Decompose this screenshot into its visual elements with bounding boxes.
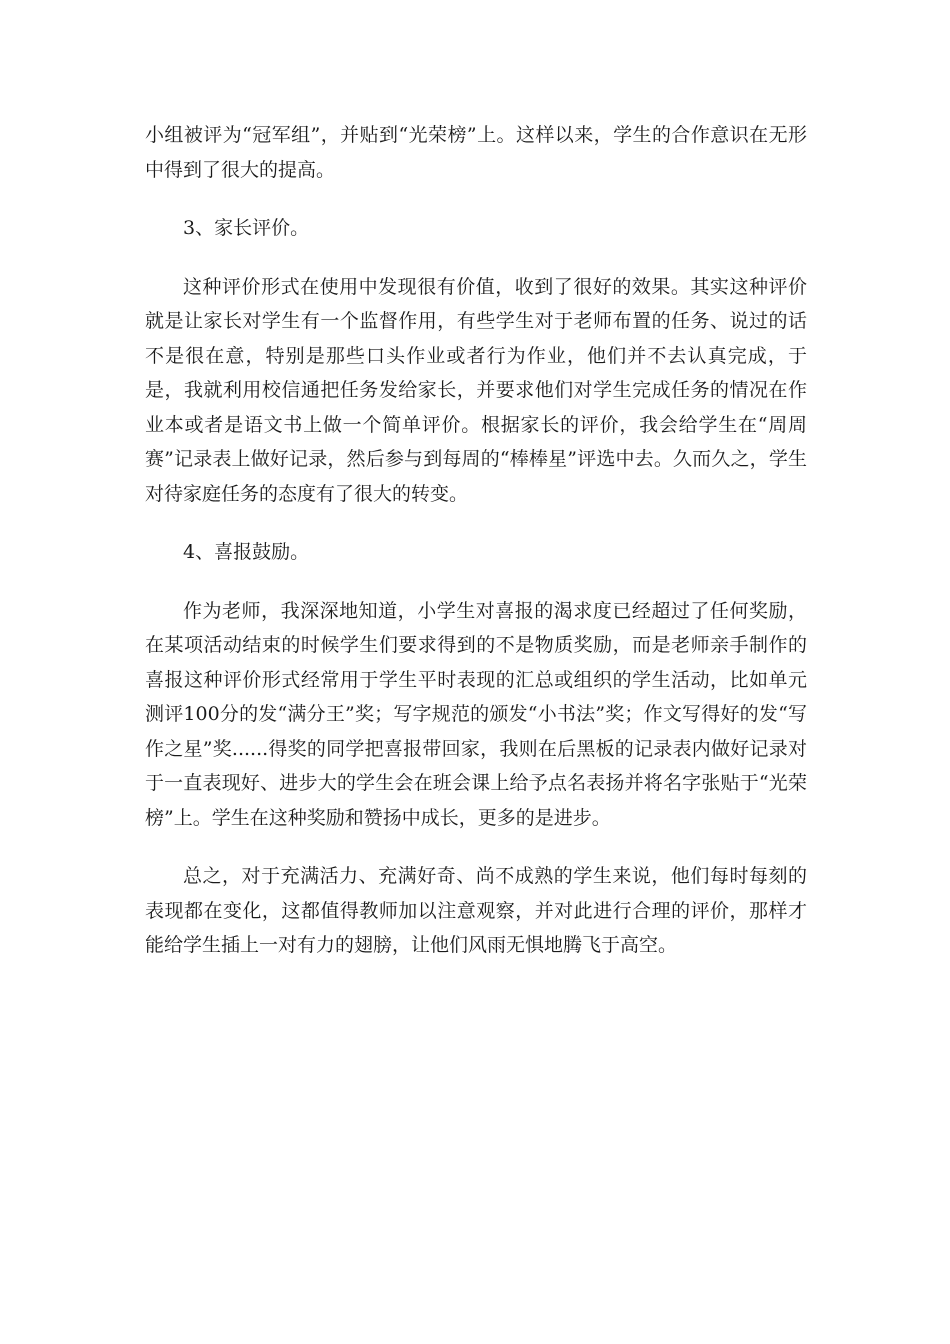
document-body bbox=[145, 118, 807, 987]
paragraph-good-news-encouragement: 作为老师，我深深地知道，小学生对喜报的渴求度已经超过了任何奖励，在某项活动结束的时候学生们要求得到的不是物质奖励，而是老师亲手制作的喜报这种评价形式经常用于学生平时表现的汇总或组织的学生活动，比如单元测评100分的发“满分王”奖；写字规范的颁发“小书法”奖；作文写得好的发“写作之星”奖......得奖的同学把喜报带回家，我则在后黑板的记录表内做好记录对于一直表现好、进步大的学生会在班会课上给予点名表扬并将名字张贴于“光荣榜”上。学生在这种奖励和赞扬中成长，更多的是进步。 bbox=[145, 599, 807, 829]
paragraph-parent-evaluation: 这种评价形式在使用中发现很有价值，收到了很好的效果。其实这种评价就是让家长对学生有一个监督作用，有些学生对于老师布置的任务、说过的话不是很在意，特别是那些口头作业或者行为作业，他们并不去认真完成，于是，我就利用校信通把任务发给家长，并要求他们对学生完成任务的情况在作业本或者是语文书上做一个简单评价。根据家长的评价，我会给学生在“周周赛”记录表上做好记录，然后参与到每周的“棒棒星”评选中去。久而久之，学生对待家庭任务的态度有了很大的转变。 bbox=[145, 275, 807, 505]
paragraph-conclusion: 总之，对于充满活力、充满好奇、尚不成熟的学生来说，他们每时每刻的表现都在变化，这都值得教师加以注意观察，并对此进行合理的评价，那样才能给学生插上一对有力的翅膀，让他们风雨无惧地腾飞于高空。 bbox=[145, 865, 807, 956]
section-heading-parent-evaluation: 3、家长评价。 bbox=[183, 217, 310, 239]
paragraph-champion-group: 小组被评为“冠军组”，并贴到“光荣榜”上。这样以来，学生的合作意识在无形中得到了很大的提高。 bbox=[145, 124, 807, 181]
section-heading-good-news-encouragement: 4、喜报鼓励。 bbox=[183, 541, 310, 563]
